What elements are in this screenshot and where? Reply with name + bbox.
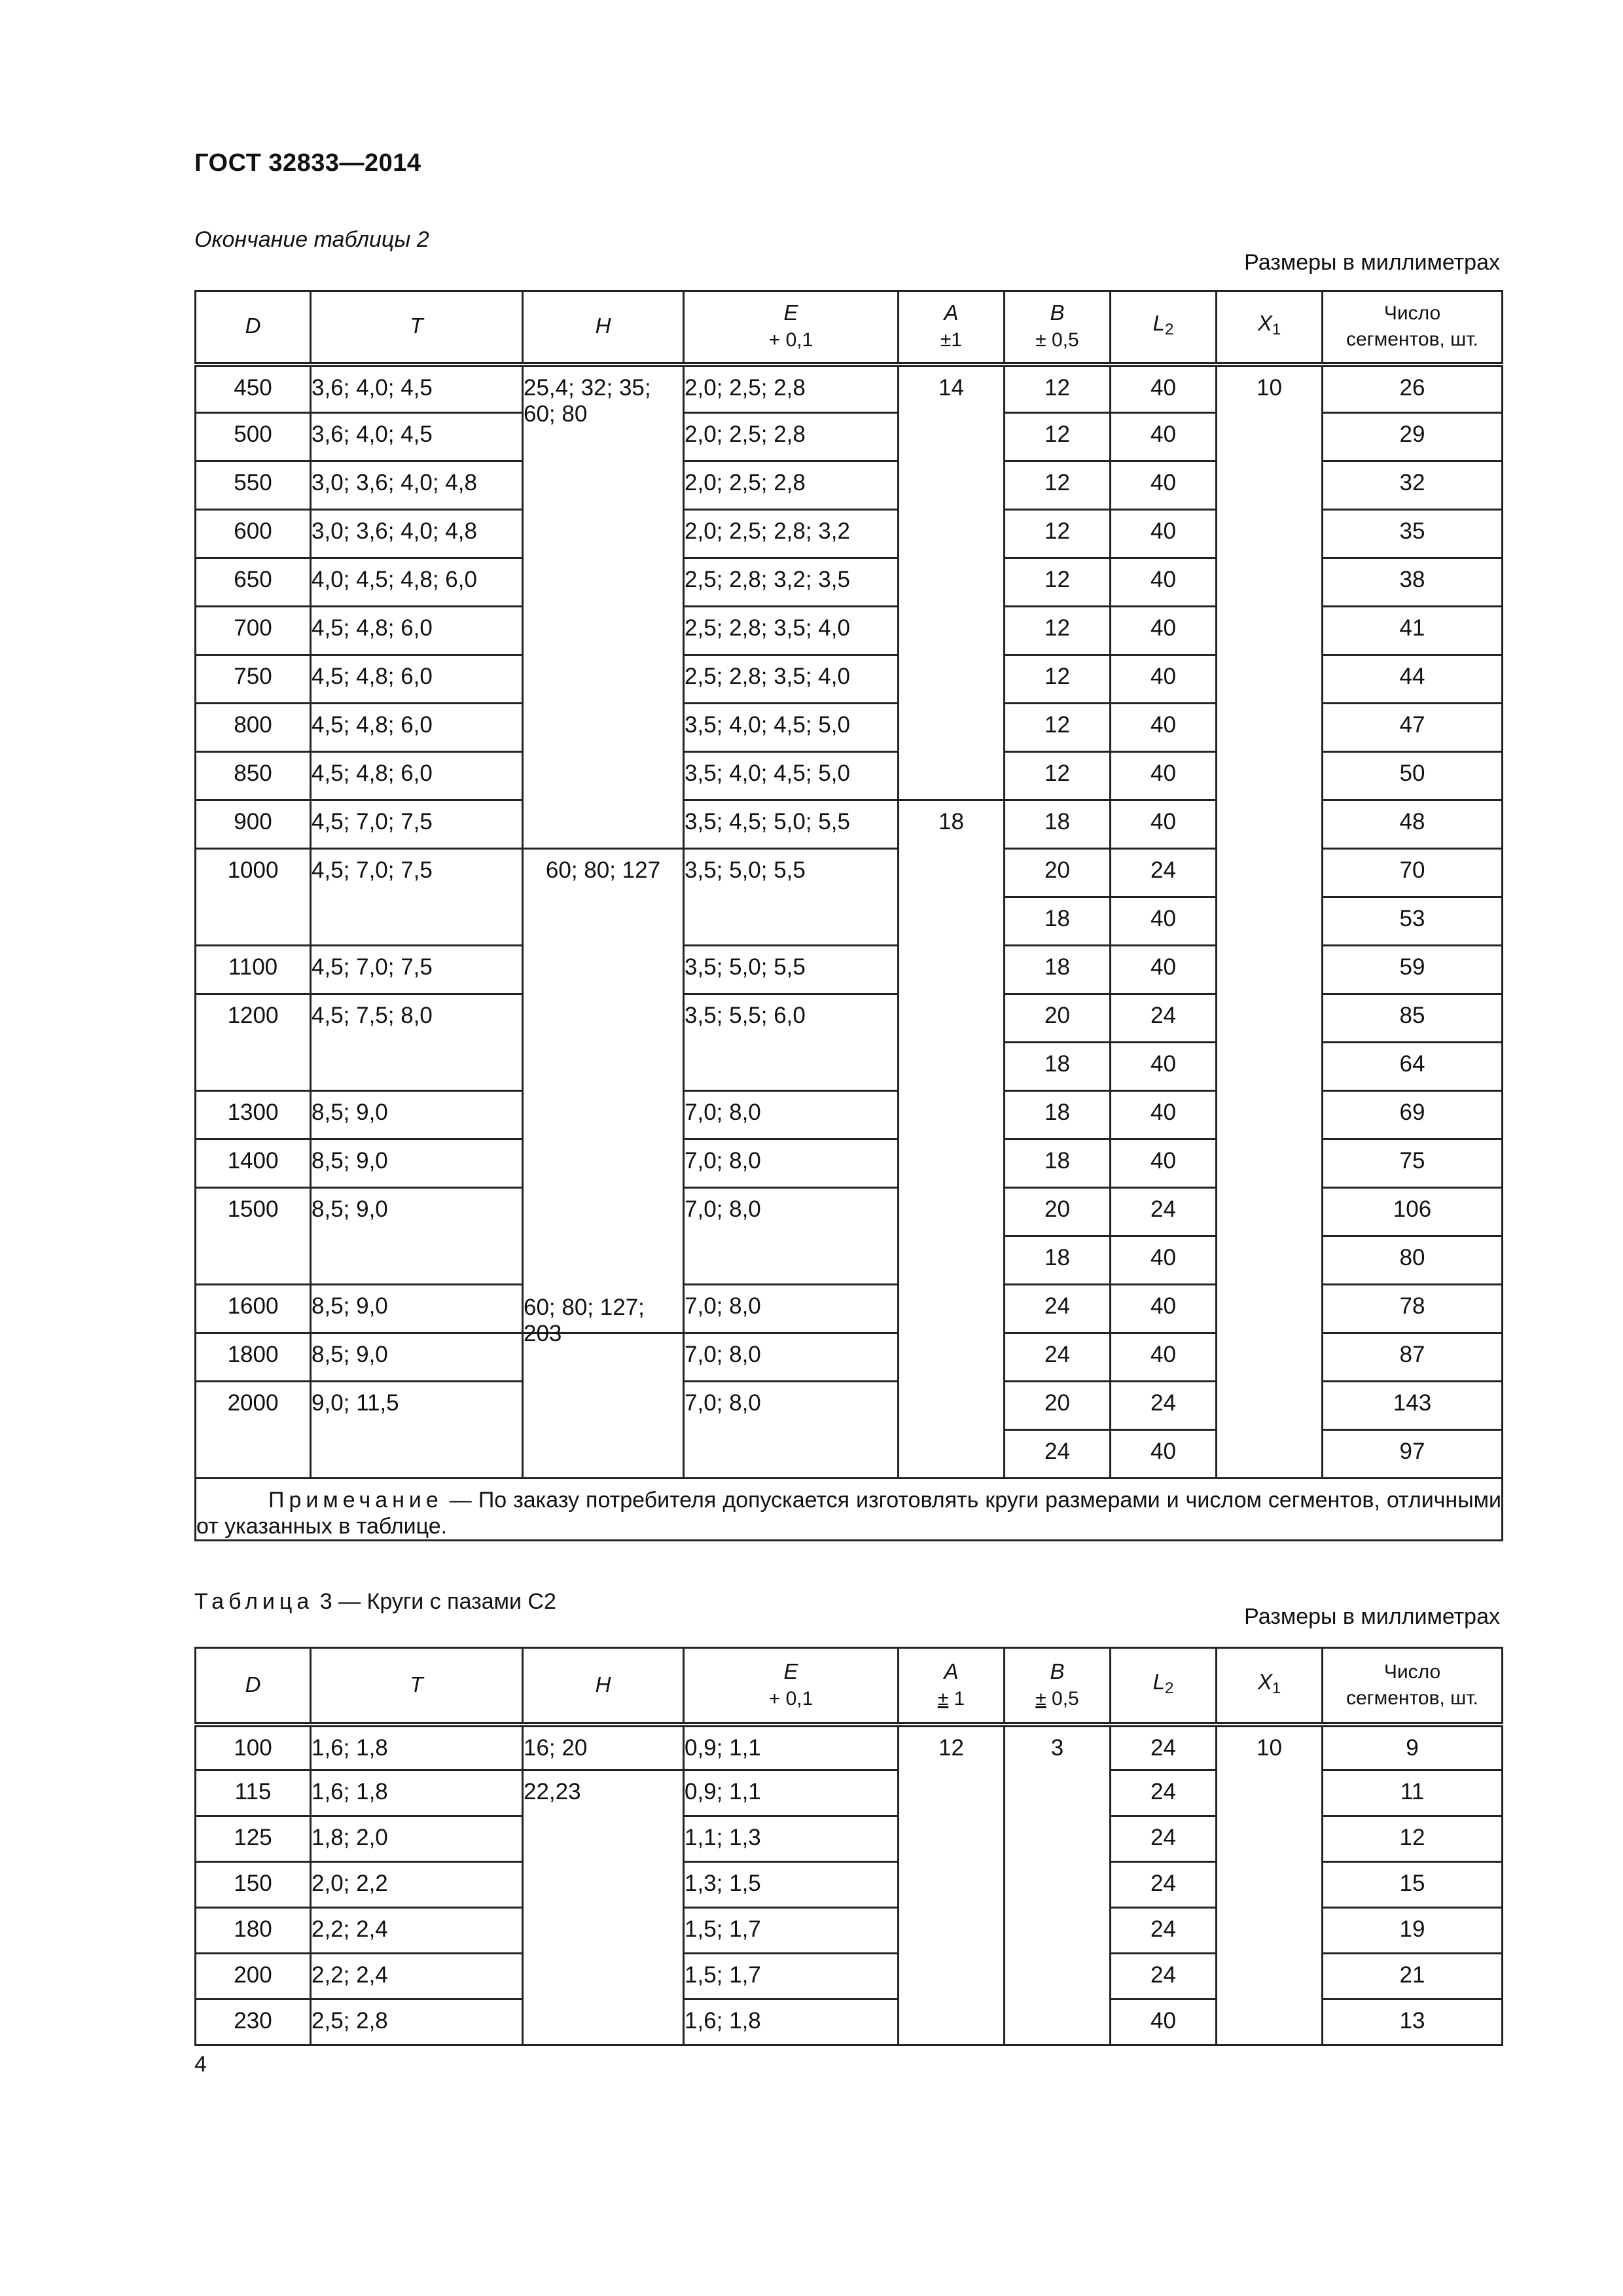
cell-d: 1100 bbox=[196, 946, 311, 994]
table2-caption: Окончание таблицы 2 bbox=[194, 227, 429, 252]
cell-e: 2,5; 2,8; 3,5; 4,0 bbox=[684, 607, 899, 655]
cell-count: 80 bbox=[1323, 1236, 1503, 1285]
cell-count: 143 bbox=[1323, 1382, 1503, 1430]
cell-l2: 24 bbox=[1111, 1954, 1217, 2000]
cell-l2: 24 bbox=[1111, 849, 1217, 897]
cell-count: 75 bbox=[1323, 1139, 1503, 1188]
cell-e: 1,6; 1,8 bbox=[684, 2000, 899, 2045]
cell-count: 41 bbox=[1323, 607, 1503, 655]
cell-d: 125 bbox=[196, 1816, 311, 1862]
cell-e: 2,0; 2,5; 2,8; 3,2 bbox=[684, 510, 899, 558]
col-header-d: D bbox=[196, 1648, 311, 1725]
cell-e: 7,0; 8,0 bbox=[684, 1285, 899, 1333]
cell-e: 3,5; 5,0; 5,5 bbox=[684, 946, 899, 994]
table3 bbox=[194, 1647, 1503, 2046]
cell-b: 12 bbox=[1005, 752, 1111, 800]
cell-l2: 24 bbox=[1111, 1770, 1217, 1816]
cell-t: 8,5; 9,0 bbox=[311, 1333, 523, 1382]
cell-e: 3,5; 5,5; 6,0 bbox=[684, 994, 899, 1091]
cell-b: 18 bbox=[1005, 897, 1111, 946]
cell-l2: 40 bbox=[1111, 897, 1217, 946]
cell-count: 35 bbox=[1323, 510, 1503, 558]
cell-d: 700 bbox=[196, 607, 311, 655]
col-header-t: T bbox=[311, 1648, 523, 1725]
cell-t: 1,6; 1,8 bbox=[311, 1725, 523, 1770]
col-header-b: B ± 0,5 bbox=[1005, 291, 1111, 365]
cell-e: 7,0; 8,0 bbox=[684, 1091, 899, 1139]
note-heading: Примечание bbox=[268, 1488, 443, 1513]
page-number: 4 bbox=[194, 2052, 207, 2077]
cell-b-merged: 3 bbox=[1005, 1725, 1111, 2045]
col-header-count: Число сегментов, шт. bbox=[1323, 291, 1503, 365]
table3-header-row bbox=[196, 1648, 1503, 1725]
h-merged-3-text: 60; 80; 127; 203 bbox=[524, 1295, 645, 1346]
cell-e: 2,0; 2,5; 2,8 bbox=[684, 413, 899, 461]
cell-l2: 40 bbox=[1111, 946, 1217, 994]
cell-b: 20 bbox=[1005, 1188, 1111, 1236]
cell-d: 800 bbox=[196, 704, 311, 752]
cell-b: 20 bbox=[1005, 849, 1111, 897]
cell-count: 53 bbox=[1323, 897, 1503, 946]
cell-count: 87 bbox=[1323, 1333, 1503, 1382]
cell-d: 200 bbox=[196, 1954, 311, 2000]
cell-l2: 40 bbox=[1111, 800, 1217, 849]
col-header-count: Число сегментов, шт. bbox=[1323, 1648, 1503, 1725]
col-header-x1: $X_1$ bbox=[1217, 1648, 1323, 1725]
cell-e: 3,5; 4,0; 4,5; 5,0 bbox=[684, 752, 899, 800]
cell-l2: 24 bbox=[1111, 1862, 1217, 1908]
document-header: ГОСТ 32833—2014 bbox=[194, 149, 421, 177]
cell-count: 15 bbox=[1323, 1862, 1503, 1908]
cell-e: 1,5; 1,7 bbox=[684, 1954, 899, 2000]
cell-l2: 40 bbox=[1111, 1285, 1217, 1333]
cell-l2: 40 bbox=[1111, 1333, 1217, 1382]
cell-l2: 24 bbox=[1111, 994, 1217, 1043]
table-row bbox=[196, 365, 1503, 413]
cell-b: 18 bbox=[1005, 946, 1111, 994]
cell-d: 750 bbox=[196, 655, 311, 704]
note-text: — По заказу потребителя допускается изготовлять круги размерами и числом сегментов, отличными от указанных в таблице. bbox=[196, 1488, 1501, 1539]
cell-t: 8,5; 9,0 bbox=[311, 1139, 523, 1188]
cell-t: 4,0; 4,5; 4,8; 6,0 bbox=[311, 558, 523, 607]
cell-e: 7,0; 8,0 bbox=[684, 1382, 899, 1479]
cell-l2: 40 bbox=[1111, 704, 1217, 752]
cell-b: 18 bbox=[1005, 1236, 1111, 1285]
cell-count: 29 bbox=[1323, 413, 1503, 461]
cell-l2: 24 bbox=[1111, 1725, 1217, 1770]
cell-l2: 40 bbox=[1111, 1236, 1217, 1285]
cell-b: 24 bbox=[1005, 1430, 1111, 1479]
cell-d: 115 bbox=[196, 1770, 311, 1816]
cell-b: 20 bbox=[1005, 994, 1111, 1043]
cell-d: 600 bbox=[196, 510, 311, 558]
note-row bbox=[196, 1479, 1503, 1541]
cell-count: 32 bbox=[1323, 461, 1503, 510]
cell-d: 1400 bbox=[196, 1139, 311, 1188]
cell-count: 69 bbox=[1323, 1091, 1503, 1139]
cell-b: 18 bbox=[1005, 1043, 1111, 1091]
cell-t: 8,5; 9,0 bbox=[311, 1091, 523, 1139]
cell-h-merged-3 bbox=[523, 1295, 684, 1479]
cell-d: 1800 bbox=[196, 1333, 311, 1382]
table2-units: Размеры в миллиметрах bbox=[1244, 250, 1500, 275]
cell-d: 900 bbox=[196, 800, 311, 849]
cell-b: 18 bbox=[1005, 1091, 1111, 1139]
cell-a-merged-2: 18 bbox=[899, 800, 1005, 1479]
cell-count: 21 bbox=[1323, 1954, 1503, 2000]
cell-b: 12 bbox=[1005, 461, 1111, 510]
cell-e: 2,0; 2,5; 2,8 bbox=[684, 461, 899, 510]
cell-l2: 40 bbox=[1111, 558, 1217, 607]
col-header-e: E + 0,1 bbox=[684, 291, 899, 365]
cell-count: 78 bbox=[1323, 1285, 1503, 1333]
cell-l2: 40 bbox=[1111, 752, 1217, 800]
cell-d: 150 bbox=[196, 1862, 311, 1908]
cell-e: 2,0; 2,5; 2,8 bbox=[684, 365, 899, 413]
cell-b: 12 bbox=[1005, 655, 1111, 704]
cell-t: 3,0; 3,6; 4,0; 4,8 bbox=[311, 461, 523, 510]
cell-d: 1600 bbox=[196, 1285, 311, 1333]
cell-e: 3,5; 4,0; 4,5; 5,0 bbox=[684, 704, 899, 752]
cell-e: 1,1; 1,3 bbox=[684, 1816, 899, 1862]
cell-b: 24 bbox=[1005, 1285, 1111, 1333]
cell-count: 59 bbox=[1323, 946, 1503, 994]
cell-t: 9,0; 11,5 bbox=[311, 1382, 523, 1479]
cell-l2: 24 bbox=[1111, 1382, 1217, 1430]
cell-l2: 40 bbox=[1111, 510, 1217, 558]
cell-d: 230 bbox=[196, 2000, 311, 2045]
cell-count: 9 bbox=[1323, 1725, 1503, 1770]
table3-caption-title: 3 — Круги с пазами С2 bbox=[313, 1589, 556, 1614]
cell-x1-merged: 10 bbox=[1217, 365, 1323, 1479]
cell-e: 3,5; 4,5; 5,0; 5,5 bbox=[684, 800, 899, 849]
cell-t: 1,6; 1,8 bbox=[311, 1770, 523, 1816]
cell-d: 100 bbox=[196, 1725, 311, 1770]
cell-count: 48 bbox=[1323, 800, 1503, 849]
col-header-x1: $X_1$ bbox=[1217, 291, 1323, 365]
cell-d: 1000 bbox=[196, 849, 311, 946]
cell-count: 38 bbox=[1323, 558, 1503, 607]
cell-t: 1,8; 2,0 bbox=[311, 1816, 523, 1862]
cell-b: 24 bbox=[1005, 1333, 1111, 1382]
cell-l2: 24 bbox=[1111, 1188, 1217, 1236]
cell-e: 1,5; 1,7 bbox=[684, 1908, 899, 1954]
cell-l2: 40 bbox=[1111, 607, 1217, 655]
col-header-t: T bbox=[311, 291, 523, 365]
cell-count: 50 bbox=[1323, 752, 1503, 800]
cell-l2: 40 bbox=[1111, 1091, 1217, 1139]
table2 bbox=[194, 290, 1503, 1541]
cell-b: 12 bbox=[1005, 607, 1111, 655]
cell-e: 7,0; 8,0 bbox=[684, 1188, 899, 1285]
cell-t: 2,0; 2,2 bbox=[311, 1862, 523, 1908]
cell-d: 2000 bbox=[196, 1382, 311, 1479]
cell-t: 4,5; 4,8; 6,0 bbox=[311, 704, 523, 752]
cell-t: 4,5; 4,8; 6,0 bbox=[311, 752, 523, 800]
cell-t: 4,5; 4,8; 6,0 bbox=[311, 607, 523, 655]
cell-count: 26 bbox=[1323, 365, 1503, 413]
cell-x1-merged: 10 bbox=[1217, 1725, 1323, 2045]
cell-l2: 40 bbox=[1111, 365, 1217, 413]
cell-d: 450 bbox=[196, 365, 311, 413]
col-header-l2: $L_2$ bbox=[1111, 291, 1217, 365]
cell-l2: 24 bbox=[1111, 1816, 1217, 1862]
cell-e: 0,9; 1,1 bbox=[684, 1725, 899, 1770]
cell-h-merged: 22,23 bbox=[523, 1770, 684, 2045]
cell-count: 12 bbox=[1323, 1816, 1503, 1862]
cell-b: 12 bbox=[1005, 704, 1111, 752]
cell-b: 12 bbox=[1005, 413, 1111, 461]
col-header-h: H bbox=[523, 1648, 684, 1725]
cell-e: 1,3; 1,5 bbox=[684, 1862, 899, 1908]
cell-l2: 40 bbox=[1111, 1139, 1217, 1188]
cell-e: 7,0; 8,0 bbox=[684, 1333, 899, 1382]
cell-d: 500 bbox=[196, 413, 311, 461]
cell-count: 70 bbox=[1323, 849, 1503, 897]
cell-count: 106 bbox=[1323, 1188, 1503, 1236]
cell-t: 4,5; 4,8; 6,0 bbox=[311, 655, 523, 704]
cell-d: 850 bbox=[196, 752, 311, 800]
cell-b: 12 bbox=[1005, 510, 1111, 558]
cell-l2: 40 bbox=[1111, 2000, 1217, 2045]
col-header-a: A ±1 bbox=[899, 291, 1005, 365]
col-header-d: D bbox=[196, 291, 311, 365]
table2-note bbox=[196, 1479, 1503, 1541]
cell-t: 4,5; 7,0; 7,5 bbox=[311, 946, 523, 994]
cell-e: 3,5; 5,0; 5,5 bbox=[684, 849, 899, 946]
cell-t: 3,6; 4,0; 4,5 bbox=[311, 365, 523, 413]
cell-count: 44 bbox=[1323, 655, 1503, 704]
table3-caption-label: Таблица bbox=[194, 1589, 314, 1614]
col-header-a: A ± 1 bbox=[899, 1648, 1005, 1725]
table2-header-row bbox=[196, 291, 1503, 365]
cell-count: 47 bbox=[1323, 704, 1503, 752]
cell-count: 85 bbox=[1323, 994, 1503, 1043]
cell-d: 1500 bbox=[196, 1188, 311, 1285]
cell-t: 4,5; 7,0; 7,5 bbox=[311, 800, 523, 849]
cell-d: 650 bbox=[196, 558, 311, 607]
cell-l2: 40 bbox=[1111, 1043, 1217, 1091]
cell-h: 16; 20 bbox=[523, 1725, 684, 1770]
col-header-b: B ± 0,5 bbox=[1005, 1648, 1111, 1725]
cell-e: 2,5; 2,8; 3,2; 3,5 bbox=[684, 558, 899, 607]
cell-l2: 24 bbox=[1111, 1908, 1217, 1954]
cell-h-merged-1: 25,4; 32; 35; 60; 80 bbox=[523, 365, 684, 849]
cell-l2: 40 bbox=[1111, 461, 1217, 510]
cell-b: 18 bbox=[1005, 1139, 1111, 1188]
cell-l2: 40 bbox=[1111, 655, 1217, 704]
cell-count: 64 bbox=[1323, 1043, 1503, 1091]
cell-l2: 40 bbox=[1111, 1430, 1217, 1479]
cell-t: 4,5; 7,0; 7,5 bbox=[311, 849, 523, 946]
table3-caption bbox=[194, 1589, 556, 1615]
table3-units: Размеры в миллиметрах bbox=[1244, 1604, 1500, 1629]
cell-t: 4,5; 7,5; 8,0 bbox=[311, 994, 523, 1091]
cell-e: 2,5; 2,8; 3,5; 4,0 bbox=[684, 655, 899, 704]
cell-count: 97 bbox=[1323, 1430, 1503, 1479]
cell-count: 13 bbox=[1323, 2000, 1503, 2045]
cell-d: 1200 bbox=[196, 994, 311, 1091]
cell-e: 0,9; 1,1 bbox=[684, 1770, 899, 1816]
cell-b: 18 bbox=[1005, 800, 1111, 849]
cell-a-merged-1: 14 bbox=[899, 365, 1005, 800]
cell-t: 3,6; 4,0; 4,5 bbox=[311, 413, 523, 461]
cell-t: 2,5; 2,8 bbox=[311, 2000, 523, 2045]
col-header-l2: $L_2$ bbox=[1111, 1648, 1217, 1725]
cell-d: 550 bbox=[196, 461, 311, 510]
cell-t: 8,5; 9,0 bbox=[311, 1188, 523, 1285]
table-row bbox=[196, 1725, 1503, 1770]
cell-e: 7,0; 8,0 bbox=[684, 1139, 899, 1188]
cell-d: 1300 bbox=[196, 1091, 311, 1139]
col-header-h: H bbox=[523, 291, 684, 365]
cell-t: 2,2; 2,4 bbox=[311, 1954, 523, 2000]
cell-b: 12 bbox=[1005, 558, 1111, 607]
cell-b: 20 bbox=[1005, 1382, 1111, 1430]
cell-d: 180 bbox=[196, 1908, 311, 1954]
col-header-e: E + 0,1 bbox=[684, 1648, 899, 1725]
cell-t: 2,2; 2,4 bbox=[311, 1908, 523, 1954]
cell-t: 8,5; 9,0 bbox=[311, 1285, 523, 1333]
cell-a-merged: 12 bbox=[899, 1725, 1005, 2045]
cell-b: 12 bbox=[1005, 365, 1111, 413]
cell-h-merged-2: 60; 80; 127 bbox=[523, 849, 684, 1333]
cell-t: 3,0; 3,6; 4,0; 4,8 bbox=[311, 510, 523, 558]
cell-count: 19 bbox=[1323, 1908, 1503, 1954]
cell-l2: 40 bbox=[1111, 413, 1217, 461]
cell-count: 11 bbox=[1323, 1770, 1503, 1816]
